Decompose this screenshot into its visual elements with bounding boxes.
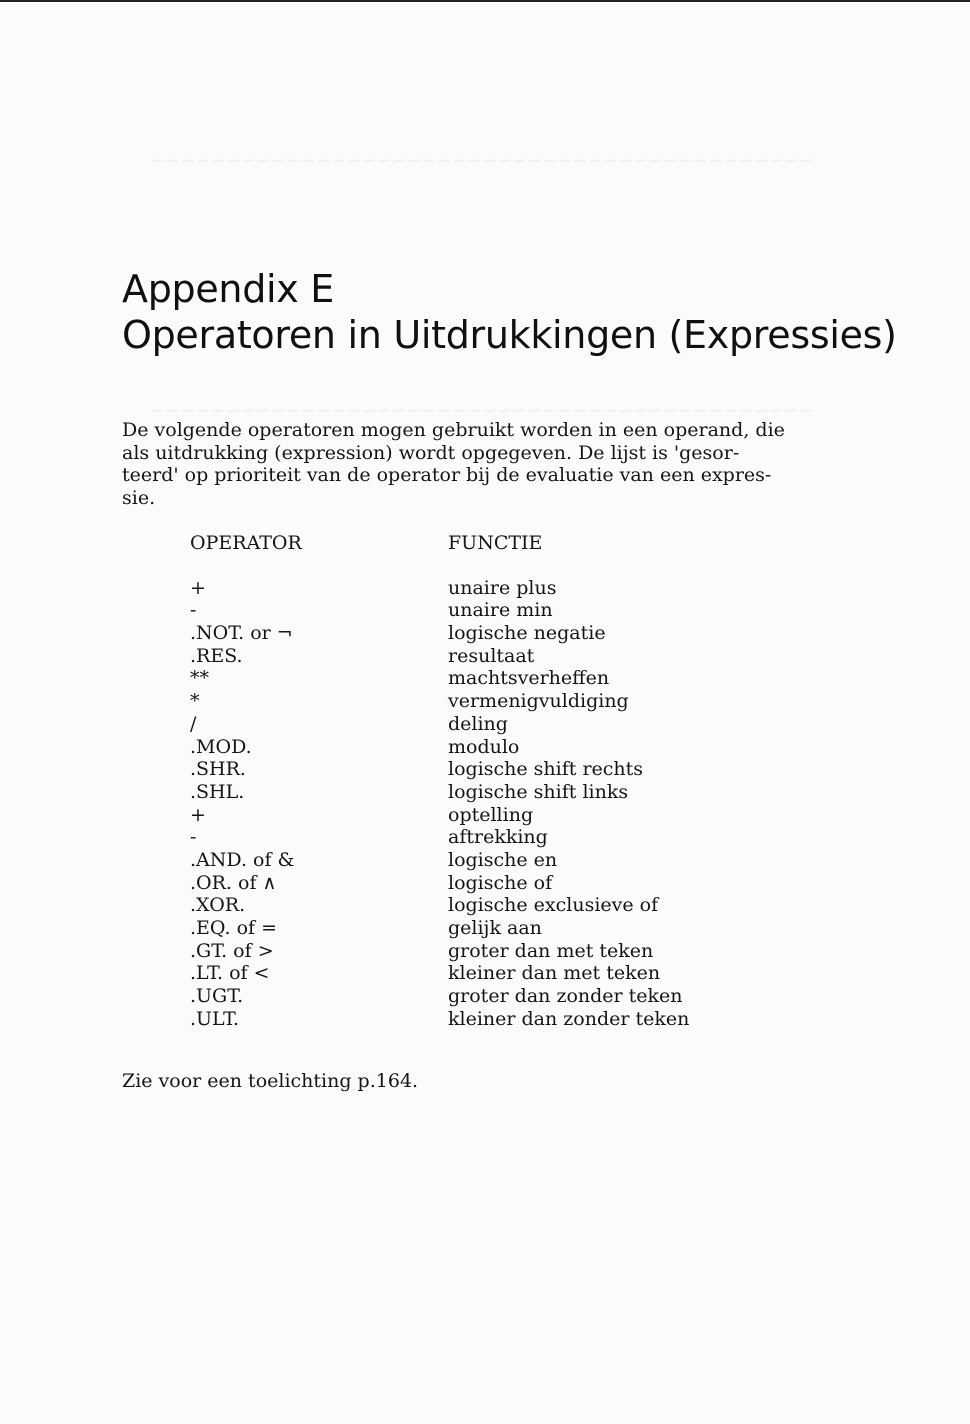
function-cell: logische exclusieve of bbox=[448, 894, 659, 917]
intro-paragraph bbox=[122, 419, 870, 509]
operator-cell: .EQ. of = bbox=[190, 917, 278, 939]
appendix-title: Appendix E bbox=[122, 267, 334, 311]
function-cell: logische negatie bbox=[448, 622, 606, 645]
function-cell: logische en bbox=[448, 848, 558, 871]
function-cell: unaire plus bbox=[448, 576, 557, 599]
bleed-through-text: ~~~~~~~~~~~~~~~~~~~~~~~~~~~~~~~~~~~~~~~~~~~~ bbox=[150, 150, 814, 171]
appendix-subtitle: Operatoren in Uitdrukkingen (Expressies) bbox=[122, 313, 897, 357]
footer-note: Zie voor een toelichting p.164. bbox=[122, 1070, 419, 1092]
function-cell: groter dan zonder teken bbox=[448, 985, 683, 1008]
page-top-border bbox=[0, 0, 970, 2]
operator-cell: .RES. bbox=[190, 644, 243, 667]
operator-cell: .XOR. bbox=[190, 894, 246, 917]
intro-line: sie. bbox=[122, 486, 156, 509]
function-cell: modulo bbox=[448, 735, 520, 758]
function-cell: resultaat bbox=[448, 644, 535, 667]
operator-cell: ** bbox=[190, 667, 209, 690]
appendix-heading bbox=[122, 266, 897, 358]
operator-cell: .MOD. bbox=[190, 735, 252, 758]
function-cell: machtsverheffen bbox=[448, 667, 610, 690]
operator-cell: .AND. of & bbox=[190, 848, 295, 871]
function-cell: unaire min bbox=[448, 599, 553, 622]
intro-line: als uitdrukking (expression) wordt opgegeven. De lijst is 'gesor- bbox=[122, 441, 740, 464]
function-cell: aftrekking bbox=[448, 826, 548, 849]
column-header-operator: OPERATOR bbox=[190, 532, 302, 554]
operator-cell: .NOT. or ¬ bbox=[190, 622, 293, 645]
operator-cell: .OR. of ∧ bbox=[190, 871, 277, 894]
function-cell: gelijk aan bbox=[448, 917, 542, 939]
bleed-through-text: ~~~~~~~~~~~~~~~~~~~~~~~~~~~~~~~~~~~~~~~~~~~~ bbox=[150, 400, 814, 421]
operator-cell: * bbox=[190, 690, 200, 713]
function-cell: optelling bbox=[448, 803, 534, 826]
operator-cell: - bbox=[190, 599, 197, 622]
function-cell: kleiner dan met teken bbox=[448, 962, 661, 985]
operator-cell: .UGT. bbox=[190, 985, 244, 1008]
operator-cell: .SHR. bbox=[190, 758, 246, 781]
column-header-function: FUNCTIE bbox=[448, 532, 543, 554]
operator-cell: - bbox=[190, 826, 197, 849]
function-cell: logische of bbox=[448, 871, 553, 894]
function-cell: groter dan met teken bbox=[448, 939, 654, 962]
function-cell: vermenigvuldiging bbox=[448, 690, 629, 713]
intro-line: teerd' op prioriteit van de operator bij de evaluatie van een expres- bbox=[122, 464, 772, 486]
operator-cell: / bbox=[190, 712, 197, 735]
operator-cell: + bbox=[190, 803, 206, 826]
function-cell: logische shift links bbox=[448, 780, 629, 803]
intro-line: De volgende operatoren mogen gebruikt worden in een operand, die bbox=[122, 419, 785, 441]
operator-cell: .GT. of > bbox=[190, 939, 274, 962]
function-cell: logische shift rechts bbox=[448, 758, 644, 781]
function-cell: deling bbox=[448, 712, 508, 735]
operator-cell: + bbox=[190, 576, 206, 599]
operator-cell: .SHL. bbox=[190, 780, 245, 803]
operator-cell: .LT. of < bbox=[190, 962, 270, 985]
operator-cell: .ULT. bbox=[190, 1007, 240, 1030]
function-cell: kleiner dan zonder teken bbox=[448, 1007, 690, 1030]
